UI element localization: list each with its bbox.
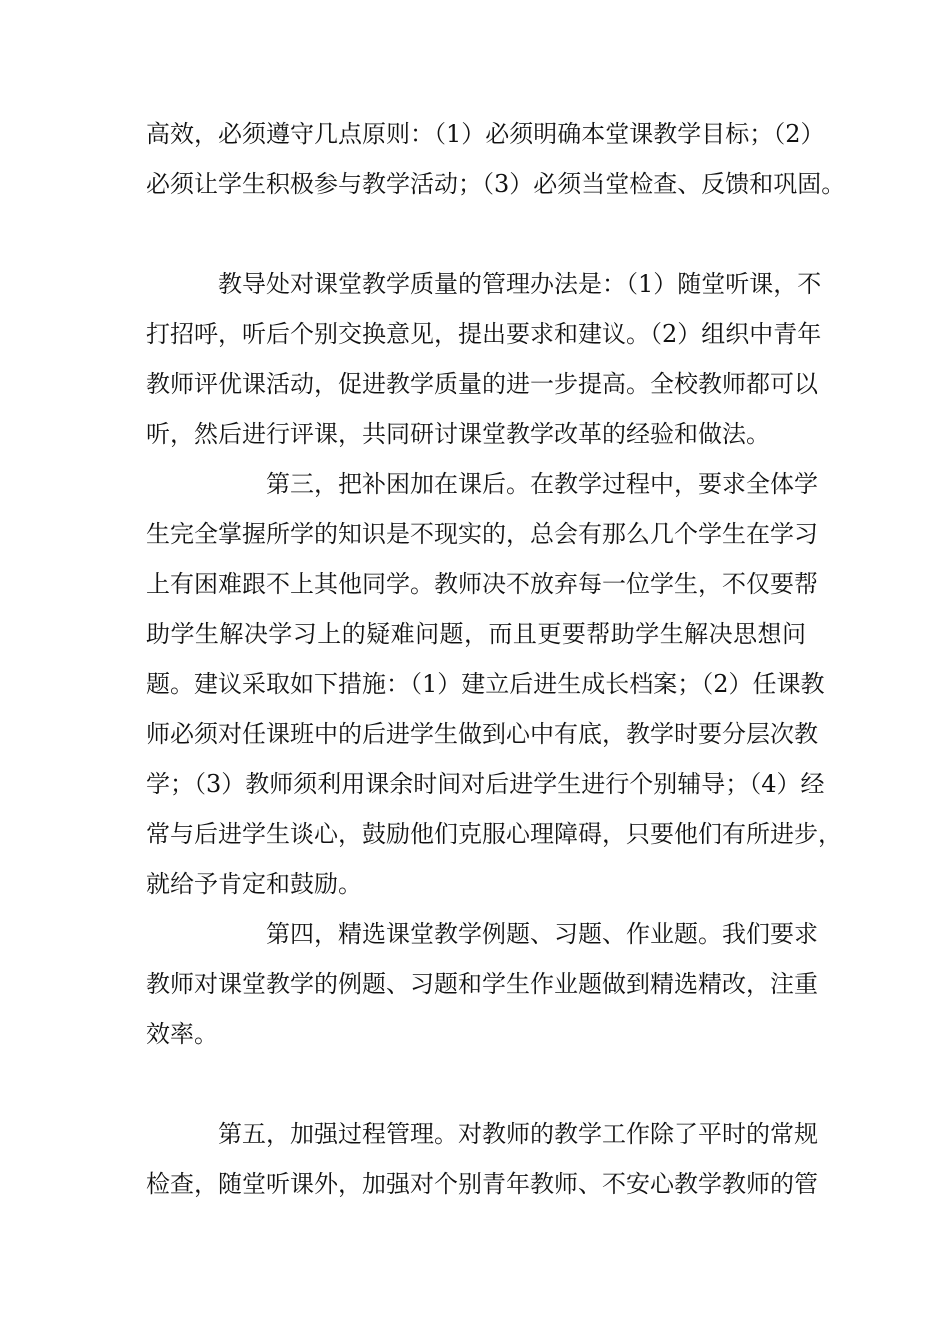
paragraph-3-line-4: 助学生解决学习上的疑难问题，而且更要帮助学生解决思想问: [146, 620, 806, 648]
paragraph-2-line-1: 教导处对课堂教学质量的管理办法是：（1）随堂听课，不: [218, 270, 822, 298]
paragraph-1-line-2: 必须让学生积极参与教学活动；（3）必须当堂检查、反馈和巩固。: [146, 170, 846, 198]
paragraph-3-line-1: 第三，把补困加在课后。在教学过程中，要求全体学: [266, 470, 818, 498]
paragraph-3-line-5: 题。建议采取如下措施：（1）建立后进生成长档案；（2）任课教: [146, 670, 825, 698]
paragraph-3-line-9: 就给予肯定和鼓励。: [146, 870, 362, 898]
paragraph-4-line-1: 第四，精选课堂教学例题、习题、作业题。我们要求: [266, 920, 818, 948]
paragraph-2-line-2: 打招呼，听后个别交换意见，提出要求和建议。（2）组织中青年: [146, 320, 822, 348]
paragraph-3-line-6: 师必须对任课班中的后进学生做到心中有底，教学时要分层次教: [146, 720, 818, 748]
paragraph-2-line-4: 听，然后进行评课，共同研讨课堂教学改革的经验和做法。: [146, 420, 770, 448]
paragraph-1-line-1: 高效，必须遵守几点原则：（1）必须明确本堂课教学目标；（2）: [146, 120, 825, 148]
paragraph-3-line-7: 学；（3）教师须利用课余时间对后进学生进行个别辅导；（4）经: [146, 770, 825, 798]
paragraph-5-line-2: 检查，随堂听课外，加强对个别青年教师、不安心教学教师的管: [146, 1170, 818, 1198]
paragraph-3-line-8: 常与后进学生谈心，鼓励他们克服心理障碍，只要他们有所进步，: [146, 820, 842, 848]
paragraph-2-line-3: 教师评优课活动，促进教学质量的进一步提高。全校教师都可以: [146, 370, 818, 398]
paragraph-4-line-3: 效率。: [146, 1020, 218, 1048]
paragraph-4-line-2: 教师对课堂教学的例题、习题和学生作业题做到精选精改，注重: [146, 970, 818, 998]
paragraph-3-line-3: 上有困难跟不上其他同学。教师决不放弃每一位学生，不仅要帮: [146, 570, 818, 598]
paragraph-3-line-2: 生完全掌握所学的知识是不现实的，总会有那么几个学生在学习: [146, 520, 818, 548]
paragraph-5-line-1: 第五，加强过程管理。对教师的教学工作除了平时的常规: [218, 1120, 818, 1148]
